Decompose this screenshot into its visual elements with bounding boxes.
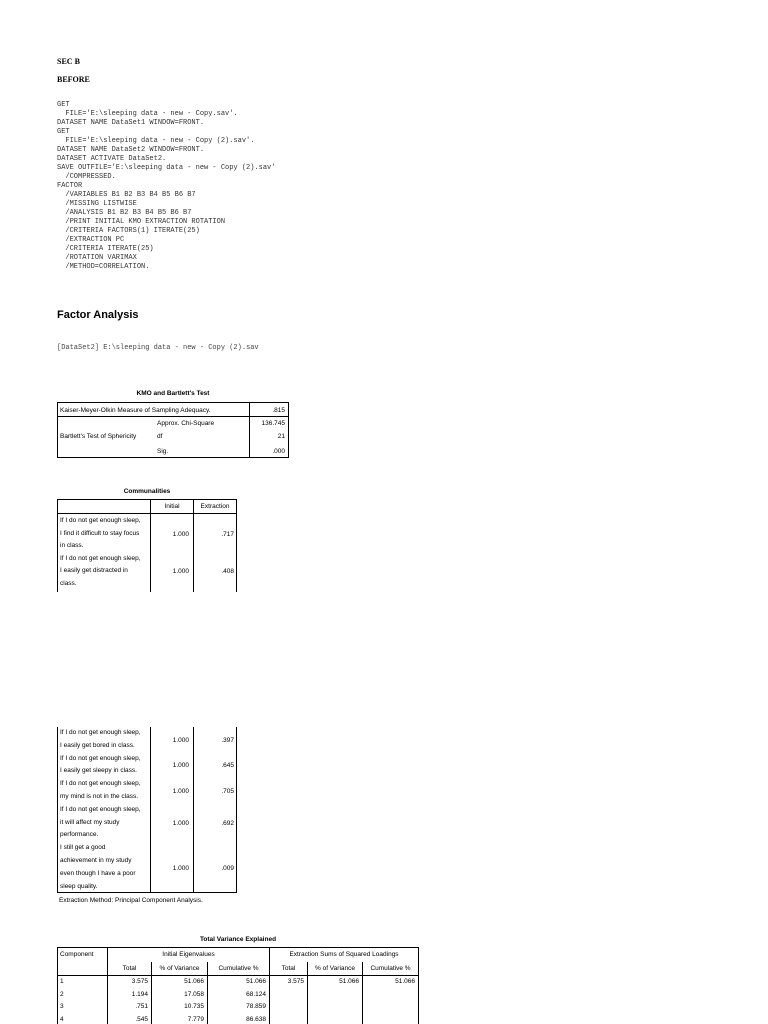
eigen-total: 3.575 bbox=[131, 978, 148, 985]
communality-extraction-value: .009 bbox=[221, 864, 234, 872]
eigen-pct-variance: 7.779 bbox=[187, 1015, 204, 1023]
kmo-value: .815 bbox=[272, 407, 285, 414]
component-number: 1 bbox=[60, 978, 64, 985]
communality-variable-label: even though I have a poor bbox=[60, 869, 136, 877]
col-extraction: Extraction bbox=[200, 503, 230, 510]
communality-variable-label: If I do not get enough sleep, bbox=[60, 780, 141, 788]
sig-label: Sig. bbox=[157, 448, 169, 455]
communality-initial-value: 1.000 bbox=[172, 530, 189, 538]
sub-pct: % of Variance bbox=[159, 965, 200, 972]
sub-e-pct: % of Variance bbox=[315, 965, 355, 972]
communality-variable-label: I easily get distracted in bbox=[60, 567, 128, 574]
extraction-pct-variance: 51.066 bbox=[339, 978, 359, 985]
subsection-label: BEFORE bbox=[57, 75, 90, 84]
communality-initial-value: 1.000 bbox=[172, 864, 189, 872]
communalities-table-continued bbox=[57, 727, 237, 895]
communality-variable-label: I easily get sleepy in class. bbox=[60, 767, 137, 775]
eigen-total: .751 bbox=[135, 1003, 148, 1010]
factor-analysis-heading: Factor Analysis bbox=[57, 309, 139, 321]
extraction-method-footnote: Extraction Method: Principal Component Analysis. bbox=[59, 897, 203, 904]
col-component: Component bbox=[60, 951, 94, 958]
kmo-table-title: KMO and Bartlett's Test bbox=[136, 390, 210, 397]
chi-square-label: Approx. Chi-Square bbox=[157, 420, 215, 427]
communality-initial-value: 1.000 bbox=[172, 820, 189, 827]
communality-extraction-value: .397 bbox=[221, 736, 234, 744]
chi-square-value: 136.745 bbox=[261, 420, 285, 427]
communality-initial-value: 1.000 bbox=[172, 762, 189, 770]
eigen-cumulative: 78.859 bbox=[246, 1003, 266, 1010]
extraction-cumulative: 51.066 bbox=[395, 978, 415, 985]
communality-extraction-value: .408 bbox=[221, 568, 234, 576]
df-label: df bbox=[157, 433, 163, 440]
eigen-cumulative: 51.066 bbox=[246, 978, 266, 985]
sub-e-cum: Cumulative % bbox=[370, 965, 411, 972]
communality-variable-label: sleep quality. bbox=[60, 882, 98, 890]
communality-variable-label: it will affect my study bbox=[60, 818, 120, 826]
kmo-table bbox=[57, 390, 289, 460]
communalities-title: Communalities bbox=[123, 488, 171, 495]
eigen-pct-variance: 17.058 bbox=[184, 990, 204, 998]
sub-cum: Cumulative % bbox=[218, 965, 259, 972]
communality-initial-value: 1.000 bbox=[172, 568, 189, 576]
kmo-label: Kaiser-Meyer-Olkin Measure of Sampling Adequacy. bbox=[60, 407, 211, 414]
group-extraction-loadings: Extraction Sums of Squared Loadings bbox=[289, 951, 399, 958]
communality-variable-label: achievement in my study bbox=[60, 857, 132, 864]
component-number: 4 bbox=[60, 1015, 64, 1023]
component-number: 3 bbox=[60, 1003, 64, 1010]
sig-value: .000 bbox=[272, 448, 285, 455]
communality-initial-value: 1.000 bbox=[172, 788, 189, 795]
communality-variable-label: I find it difficult to stay focus bbox=[60, 529, 140, 537]
communality-variable-label: my mind is not in the class. bbox=[60, 793, 139, 800]
communality-variable-label: If I do not get enough sleep, bbox=[60, 517, 141, 524]
communality-variable-label: If I do not get enough sleep, bbox=[60, 729, 141, 736]
extraction-total: 3.575 bbox=[287, 978, 304, 985]
communality-extraction-value: .645 bbox=[221, 762, 234, 770]
eigen-cumulative: 68.124 bbox=[246, 990, 266, 998]
communality-variable-label: I easily get bored in class. bbox=[60, 741, 135, 749]
component-number: 2 bbox=[60, 990, 64, 998]
total-variance-title: Total Variance Explained bbox=[199, 936, 277, 943]
eigen-total: .545 bbox=[135, 1015, 148, 1023]
communality-variable-label: If I do not get enough sleep, bbox=[60, 805, 141, 813]
group-initial-eigenvalues: Initial Eigenvalues bbox=[162, 951, 215, 958]
eigen-pct-variance: 51.066 bbox=[184, 978, 204, 985]
df-value: 21 bbox=[277, 433, 285, 440]
communality-variable-label: in class. bbox=[60, 542, 84, 549]
bartlett-label: Bartlett's Test of Sphericity bbox=[60, 433, 137, 440]
communality-variable-label: If I do not get enough sleep, bbox=[60, 754, 141, 762]
communality-extraction-value: .692 bbox=[221, 820, 234, 827]
communalities-table bbox=[57, 488, 237, 592]
communality-variable-label: performance. bbox=[60, 831, 99, 839]
sub-total: Total bbox=[122, 965, 137, 972]
dataset-line: [DataSet2] E:\sleeping data - new - Copy (2).sav bbox=[57, 344, 259, 352]
eigen-pct-variance: 10.735 bbox=[184, 1003, 204, 1010]
communality-variable-label: If I do not get enough sleep, bbox=[60, 554, 141, 562]
communality-initial-value: 1.000 bbox=[172, 736, 189, 744]
communality-variable-label: class. bbox=[60, 579, 77, 587]
sub-e-total: Total bbox=[281, 965, 296, 972]
section-label: SEC B bbox=[57, 57, 80, 66]
total-variance-table bbox=[57, 936, 419, 1024]
col-initial: Initial bbox=[164, 503, 180, 510]
eigen-total: 1.194 bbox=[131, 990, 148, 998]
communality-extraction-value: .717 bbox=[221, 530, 234, 538]
eigen-cumulative: 86.638 bbox=[246, 1015, 266, 1023]
syntax-block: GET FILE='E:\sleeping data - new - Copy.sav'. DATASET NAME DataSet1 WINDOW=FRONT. GET FILE='E:\sleeping data - new - Copy (2).sav'. DATASET NAME DataSet2 WINDOW=FRONT. DATASET ACTIVATE DataSet2. SAVE OUTFILE='E:\sleeping data - new - Copy (2).sav' /COMPRESSED. FACTOR /VARIABLES B1 B2 B3 B4 B5 B6 B7 /MISSING LISTWISE /ANALYSIS B1 B2 B3 B4 B5 B6 B7 /PRINT INITIAL KMO EXTRACTION ROTATION /CRITERIA FACTORS(1) ITERATE(25) /EXTRACTION PC /CRITERIA ITERATE(25) /ROTATION VARIMAX /METHOD=CORRELATION. bbox=[57, 101, 276, 271]
communality-extraction-value: .705 bbox=[221, 788, 234, 795]
communality-variable-label: I still get a good bbox=[60, 844, 106, 852]
